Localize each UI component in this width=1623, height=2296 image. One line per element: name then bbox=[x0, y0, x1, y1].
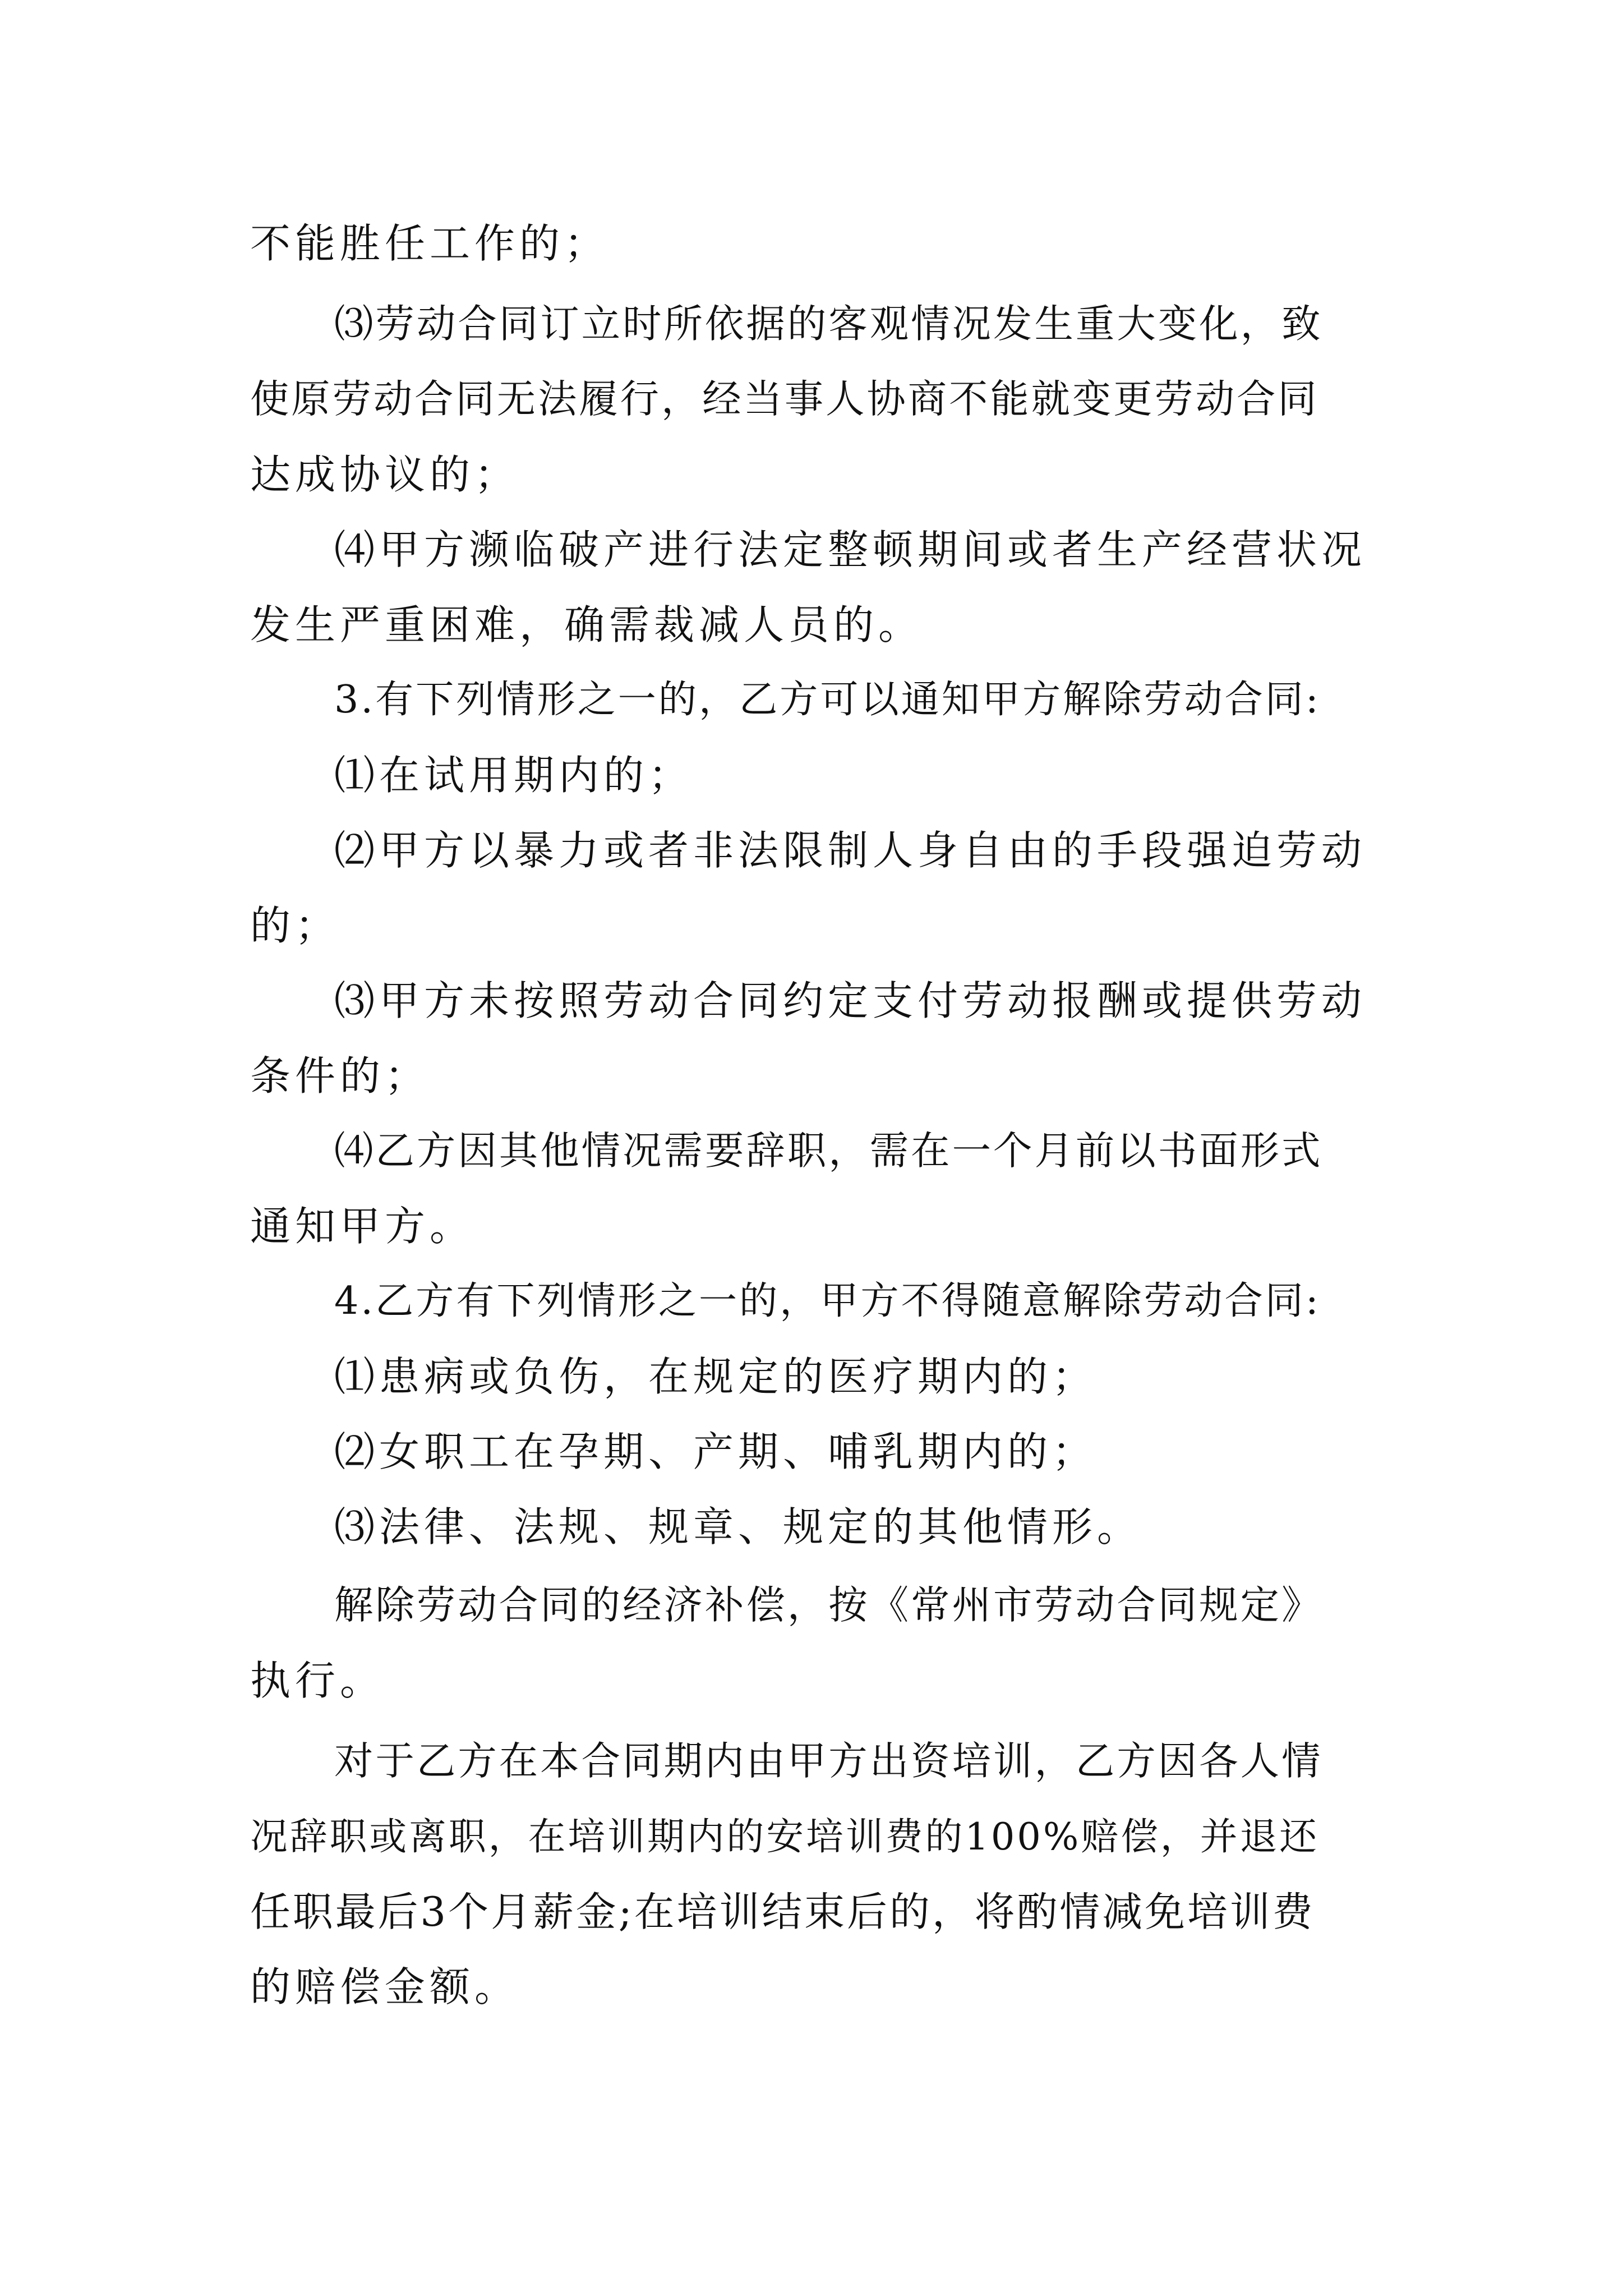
text-line: 达成协议的； bbox=[250, 451, 520, 498]
text-line: 的赔偿金额。 bbox=[250, 1963, 520, 2010]
text-line: ⑵女职工在孕期、产期、哺乳期内的； bbox=[334, 1428, 1098, 1475]
text-line: 使原劳动合同无法履行，经当事人协商不能就变更劳动合同 bbox=[250, 377, 1319, 422]
text-line: 执行。 bbox=[250, 1657, 385, 1704]
text-line: 的； bbox=[250, 902, 340, 949]
text-line: 解除劳动合同的经济补偿，按《常州市劳动合同规定》 bbox=[334, 1583, 1323, 1628]
text-line: 3.有下列情形之一的，乙方可以通知甲方解除劳动合同: bbox=[334, 678, 1321, 722]
text-line: 通知甲方。 bbox=[250, 1203, 475, 1250]
text-line: 不能胜任工作的； bbox=[250, 220, 610, 267]
text-line: ⑴患病或负伤，在规定的医疗期内的； bbox=[334, 1353, 1098, 1400]
text-line: 4.乙方有下列情形之一的，甲方不得随意解除劳动合同: bbox=[334, 1279, 1321, 1323]
text-line: ⑷甲方濒临破产进行法定整顿期间或者生产经营状况 bbox=[334, 526, 1367, 573]
text-line: ⑶劳动合同订立时所依据的客观情况发生重大变化，致 bbox=[334, 302, 1323, 347]
text-line: ⑴在试用期内的； bbox=[334, 752, 694, 799]
text-line: 条件的； bbox=[250, 1052, 430, 1099]
text-line: 对于乙方在本合同期内由甲方出资培训，乙方因各人情 bbox=[334, 1739, 1323, 1784]
text-line: 发生严重困难，确需裁减人员的。 bbox=[250, 601, 924, 648]
text-line: ⑵甲方以暴力或者非法限制人身自由的手段强迫劳动 bbox=[334, 827, 1367, 874]
text-line: 任职最后3个月薪金;在培训结束后的，将酌情减免培训费 bbox=[250, 1888, 1315, 1935]
text-line: ⑷乙方因其他情况需要辞职，需在一个月前以书面形式 bbox=[334, 1129, 1323, 1174]
text-line: ⑶甲方未按照劳动合同约定支付劳动报酬或提供劳动 bbox=[334, 977, 1367, 1024]
text-line: 况辞职或离职，在培训期内的安培训费的100%赔偿，并退还 bbox=[250, 1815, 1320, 1858]
text-line: ⑶法律、法规、规章、规定的其他情形。 bbox=[334, 1503, 1142, 1550]
